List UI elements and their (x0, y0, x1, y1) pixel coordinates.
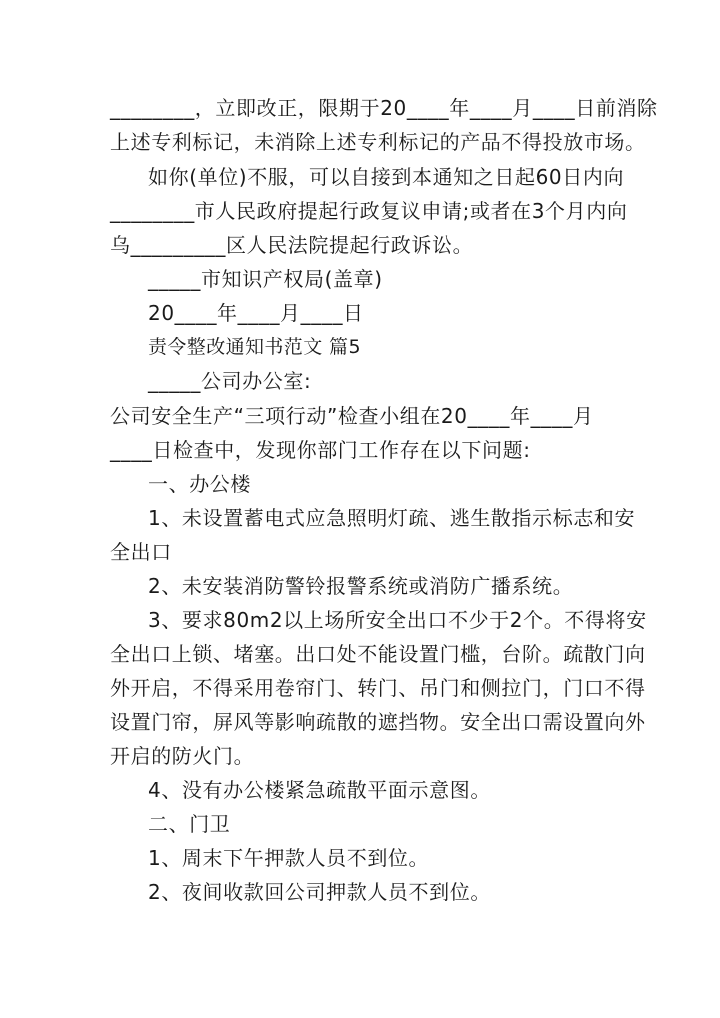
paragraph-line: 上述专利标记，未消除上述专利标记的产品不得投放市场。 (110, 130, 646, 154)
list-item: 4、没有办公楼紧急疏散平面示意图。 (148, 778, 491, 802)
list-item-continuation: 设置门帘，屏风等影响疏散的遮挡物。安全出口需设置向外 (110, 710, 646, 734)
list-item: 1、周末下午押款人员不到位。 (148, 846, 430, 870)
paragraph-line: 乌_________区人民法院提起行政诉讼。 (110, 233, 474, 257)
paragraph-line: 如你(单位)不服，可以自接到本通知之日起60日内向 (148, 165, 625, 189)
list-item-continuation: 外开启，不得采用卷帘门、转门、吊门和侧拉门，门口不得 (110, 676, 646, 700)
section-title: 责令整改通知书范文 篇5 (148, 336, 361, 358)
date-line: 20____年____月____日 (148, 301, 364, 325)
list-item: 3、要求80m2以上场所安全出口不少于2个。不得将安 (148, 608, 647, 632)
list-item: 2、夜间收款回公司押款人员不到位。 (148, 880, 491, 904)
list-item-continuation: 开启的防火门。 (110, 744, 255, 768)
issuer-line: _____市知识产权局(盖章) (148, 267, 383, 291)
heading-line: 二、门卫 (148, 812, 231, 836)
list-item: 2、未安装消防警铃报警系统或消防广播系统。 (148, 574, 574, 598)
list-item-continuation: 全出口 (110, 540, 172, 564)
list-item: 1、未设置蓄电式应急照明灯疏、逃生散指示标志和安 (148, 506, 636, 530)
heading-line: 一、办公楼 (148, 472, 251, 496)
addressee-line: _____公司办公室: (148, 369, 312, 393)
list-item-continuation: 全出口上锁、堵塞。出口处不能设置门槛，台阶。疏散门向 (110, 642, 646, 666)
paragraph-line: ________市人民政府提起行政复议申请;或者在3个月内向 (110, 199, 628, 223)
paragraph-line: ________，立即改正，限期于20____年____月____日前消除 (110, 96, 658, 120)
paragraph-line: ____日检查中，发现你部门工作存在以下问题: (110, 438, 531, 462)
paragraph-line: 公司安全生产“三项行动”检查小组在20____年____月 (110, 404, 594, 428)
